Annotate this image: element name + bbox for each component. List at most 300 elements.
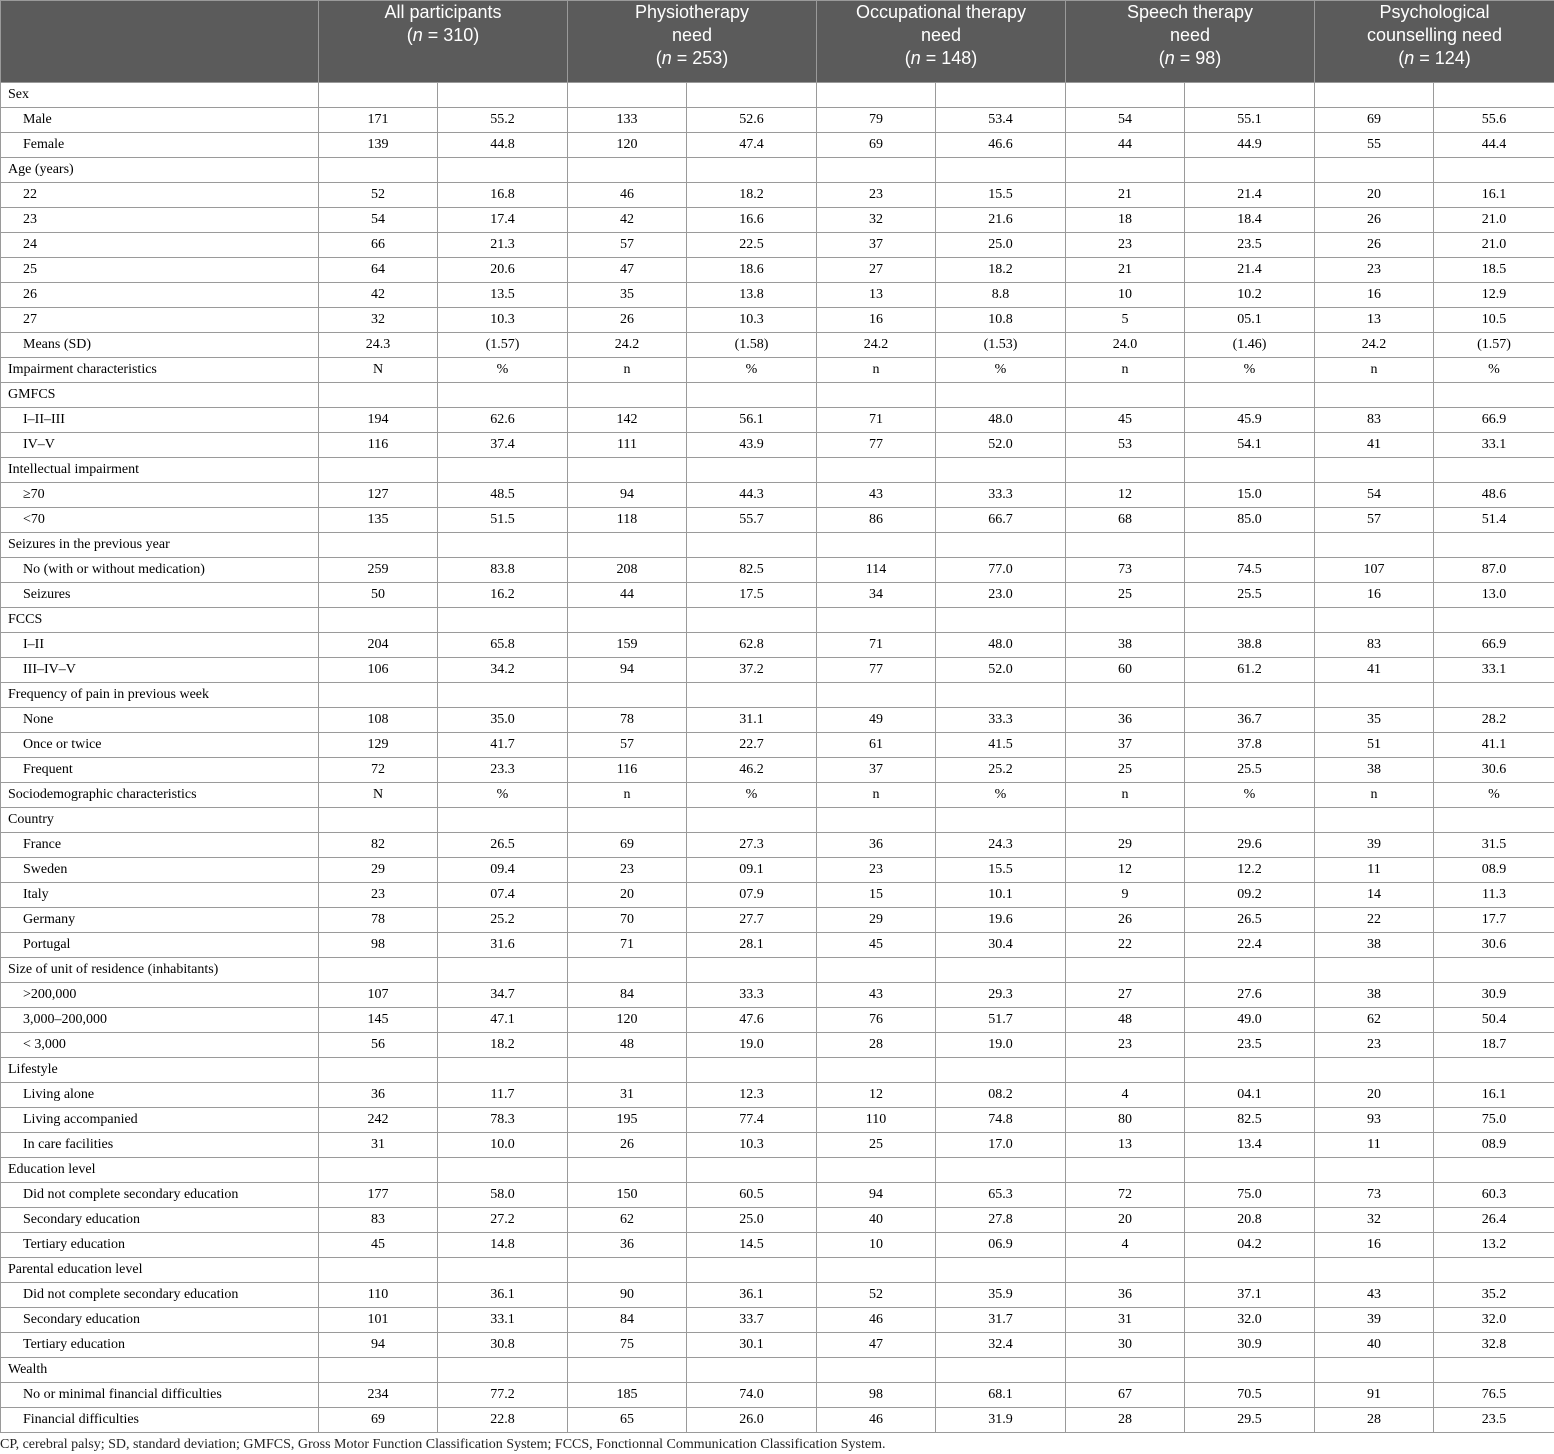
section-label: FCCS [1, 608, 319, 633]
table-cell: 66.9 [1434, 408, 1554, 433]
table-cell [1185, 1258, 1315, 1283]
header-group-n: (n = 98) [1158, 48, 1222, 68]
table-cell: 39 [1315, 1308, 1434, 1333]
table-cell: 09.2 [1185, 883, 1315, 908]
table-cell: 61.2 [1185, 658, 1315, 683]
table-cell [1315, 1158, 1434, 1183]
table-cell: 33.3 [936, 483, 1066, 508]
header-group-label: Psychological counselling need [1366, 2, 1503, 45]
table-cell [1434, 1158, 1554, 1183]
table-cell [568, 383, 687, 408]
table-cell: 13.2 [1434, 1233, 1554, 1258]
table-cell: 36 [817, 833, 936, 858]
table-cell: 05.1 [1185, 308, 1315, 333]
table-cell [1315, 533, 1434, 558]
table-cell: 19.6 [936, 908, 1066, 933]
table-cell: 66 [319, 233, 438, 258]
table-cell: 47.1 [438, 1008, 568, 1033]
table-cell: 33.3 [936, 708, 1066, 733]
header-group-n: (n = 253) [655, 48, 729, 68]
table-cell: 62 [568, 1208, 687, 1233]
table-cell: 116 [319, 433, 438, 458]
table-cell: 66.7 [936, 508, 1066, 533]
table-cell [1185, 383, 1315, 408]
table-cell: 08.9 [1434, 1133, 1554, 1158]
table-cell: 41.5 [936, 733, 1066, 758]
table-cell: 70.5 [1185, 1383, 1315, 1408]
table-cell: 41 [1315, 658, 1434, 683]
table-row [1, 833, 1554, 858]
table-cell: 34.7 [438, 983, 568, 1008]
section-row [1, 1358, 1554, 1383]
header-psychological-counselling-need [1315, 1, 1554, 83]
table-cell: 30.6 [1434, 933, 1554, 958]
row-label: 23 [1, 208, 319, 233]
table-cell [1434, 158, 1554, 183]
table-cell: 15.5 [936, 183, 1066, 208]
table-row [1, 308, 1554, 333]
table-cell: 31.6 [438, 933, 568, 958]
table-cell [1185, 1158, 1315, 1183]
table-cell [568, 158, 687, 183]
table-cell: 16.8 [438, 183, 568, 208]
table-cell [438, 158, 568, 183]
header-occupational-therapy-need [817, 1, 1066, 83]
table-cell [687, 958, 817, 983]
table-cell: 23 [1315, 1033, 1434, 1058]
row-label: Germany [1, 908, 319, 933]
table-cell: 54.1 [1185, 433, 1315, 458]
table-cell: 107 [319, 983, 438, 1008]
table-row [1, 858, 1554, 883]
table-cell: (1.58) [687, 333, 817, 358]
table-cell: 35 [1315, 708, 1434, 733]
table-cell [438, 608, 568, 633]
table-cell: 65 [568, 1408, 687, 1433]
table-cell: 194 [319, 408, 438, 433]
table-cell: 98 [817, 1383, 936, 1408]
table-cell: 64 [319, 258, 438, 283]
table-cell: 20 [568, 883, 687, 908]
table-cell: 77.4 [687, 1108, 817, 1133]
table-cell: (1.57) [438, 333, 568, 358]
table-cell: % [1434, 783, 1554, 808]
table-row [1, 183, 1554, 208]
header-group-label: Physiotherapy need [634, 2, 750, 45]
table-cell: % [1434, 358, 1554, 383]
table-cell: 21.6 [936, 208, 1066, 233]
table-cell [936, 1358, 1066, 1383]
table-cell: 71 [568, 933, 687, 958]
table-cell: 71 [817, 633, 936, 658]
table-cell: 44 [568, 583, 687, 608]
table-cell: 70 [568, 908, 687, 933]
table-cell: 47.4 [687, 133, 817, 158]
table-cell: 31.7 [936, 1308, 1066, 1333]
table-cell: 43.9 [687, 433, 817, 458]
table-cell: 20.8 [1185, 1208, 1315, 1233]
table-cell [319, 958, 438, 983]
table-cell [936, 1158, 1066, 1183]
table-cell [687, 383, 817, 408]
table-cell: 114 [817, 558, 936, 583]
table-cell: 78 [319, 908, 438, 933]
row-label: Portugal [1, 933, 319, 958]
table-row [1, 1383, 1554, 1408]
table-cell: 33.1 [1434, 658, 1554, 683]
table-row [1, 908, 1554, 933]
table-cell: 07.4 [438, 883, 568, 908]
table-cell: 17.0 [936, 1133, 1066, 1158]
row-label: Living alone [1, 1083, 319, 1108]
table-cell: 26 [1315, 233, 1434, 258]
table-cell: 36.7 [1185, 708, 1315, 733]
row-label: Secondary education [1, 1208, 319, 1233]
table-cell: 58.0 [438, 1183, 568, 1208]
table-cell: 56.1 [687, 408, 817, 433]
table-cell: 09.1 [687, 858, 817, 883]
table-cell [817, 383, 936, 408]
row-label: Frequent [1, 758, 319, 783]
table-cell: 13 [1315, 308, 1434, 333]
section-label: Frequency of pain in previous week [1, 683, 319, 708]
table-cell: 74.5 [1185, 558, 1315, 583]
table-cell: 57 [1315, 508, 1434, 533]
section-label: Size of unit of residence (inhabitants) [1, 958, 319, 983]
table-cell [1066, 383, 1185, 408]
table-cell: 45 [817, 933, 936, 958]
section-label: Wealth [1, 1358, 319, 1383]
table-cell: 32.0 [1434, 1308, 1554, 1333]
table-cell: 19.0 [936, 1033, 1066, 1058]
table-cell: 16 [817, 308, 936, 333]
table-cell: 16 [1315, 583, 1434, 608]
table-cell: 23.3 [438, 758, 568, 783]
table-cell: 23 [1315, 258, 1434, 283]
table-cell [568, 808, 687, 833]
table-cell: 35.9 [936, 1283, 1066, 1308]
table-cell: 9 [1066, 883, 1185, 908]
table-cell: 47.6 [687, 1008, 817, 1033]
header-group-n: (n = 148) [904, 48, 978, 68]
table-cell: 67 [1066, 1383, 1185, 1408]
table-cell: 108 [319, 708, 438, 733]
table-cell [1315, 1258, 1434, 1283]
table-cell: 74.8 [936, 1108, 1066, 1133]
table-cell: 142 [568, 408, 687, 433]
table-cell: 52 [817, 1283, 936, 1308]
table-cell [568, 958, 687, 983]
table-cell [936, 458, 1066, 483]
table-cell: 56 [319, 1033, 438, 1058]
table-cell [319, 683, 438, 708]
table-cell: 32 [817, 208, 936, 233]
section-label: Age (years) [1, 158, 319, 183]
row-label: <70 [1, 508, 319, 533]
table-cell: 12.3 [687, 1083, 817, 1108]
table-cell [1185, 958, 1315, 983]
table-cell: 71 [817, 408, 936, 433]
header-group-label: All participants [384, 2, 502, 22]
row-label: No or minimal financial difficulties [1, 1383, 319, 1408]
table-row [1, 408, 1554, 433]
table-cell: 24.2 [568, 333, 687, 358]
table-cell: 33.1 [1434, 433, 1554, 458]
table-cell: 40 [817, 1208, 936, 1233]
table-cell: 87.0 [1434, 558, 1554, 583]
table-cell [1066, 533, 1185, 558]
row-label: 3,000–200,000 [1, 1008, 319, 1033]
table-row [1, 1233, 1554, 1258]
table-cell: 11 [1315, 858, 1434, 883]
table-cell: N [319, 358, 438, 383]
table-cell: 18.6 [687, 258, 817, 283]
table-cell: 86 [817, 508, 936, 533]
table-cell: 75 [568, 1333, 687, 1358]
table-cell [817, 533, 936, 558]
table-row [1, 933, 1554, 958]
table-cell [319, 458, 438, 483]
table-cell: 55.6 [1434, 108, 1554, 133]
table-cell [1066, 683, 1185, 708]
table-cell: % [687, 783, 817, 808]
table-cell [936, 608, 1066, 633]
table-cell: 26 [568, 1133, 687, 1158]
table-cell [568, 1058, 687, 1083]
table-cell: 47 [817, 1333, 936, 1358]
table-cell: 22 [1315, 908, 1434, 933]
table-cell: n [568, 783, 687, 808]
table-body [1, 83, 1554, 1433]
table-cell: 29.3 [936, 983, 1066, 1008]
table-cell: 22.7 [687, 733, 817, 758]
section-row [1, 383, 1554, 408]
table-cell: 08.2 [936, 1083, 1066, 1108]
table-cell: 12 [1066, 858, 1185, 883]
table-cell: 12.2 [1185, 858, 1315, 883]
section-row [1, 158, 1554, 183]
table-cell [568, 83, 687, 108]
table-cell: n [1315, 358, 1434, 383]
table-cell: 11.3 [1434, 883, 1554, 908]
table-cell: 44.8 [438, 133, 568, 158]
table-cell: 101 [319, 1308, 438, 1333]
table-row [1, 1083, 1554, 1108]
table-cell: 107 [1315, 558, 1434, 583]
table-cell: 38 [1315, 933, 1434, 958]
table-cell: 27.7 [687, 908, 817, 933]
table-cell: 44 [1066, 133, 1185, 158]
table-cell: 18.5 [1434, 258, 1554, 283]
table-cell: 30.6 [1434, 758, 1554, 783]
table-cell: 38 [1315, 758, 1434, 783]
table-cell: % [936, 358, 1066, 383]
table-cell: 36.1 [438, 1283, 568, 1308]
table-cell: 46 [568, 183, 687, 208]
table-cell: 171 [319, 108, 438, 133]
table-row [1, 658, 1554, 683]
section-row [1, 608, 1554, 633]
table-cell [687, 1258, 817, 1283]
table-cell: 29 [817, 908, 936, 933]
table-row [1, 483, 1554, 508]
table-cell [817, 1358, 936, 1383]
section-label: Country [1, 808, 319, 833]
table-cell: 10.3 [687, 308, 817, 333]
table-cell: 25.5 [1185, 758, 1315, 783]
section-label: Parental education level [1, 1258, 319, 1283]
header-row [1, 1, 1554, 83]
table-cell: 57 [568, 233, 687, 258]
table-cell [687, 158, 817, 183]
table-cell: 120 [568, 1008, 687, 1033]
table-cell: 30.8 [438, 1333, 568, 1358]
table-cell: 20 [1315, 183, 1434, 208]
table-cell: 13.5 [438, 283, 568, 308]
table-row [1, 133, 1554, 158]
table-cell: 25.0 [936, 233, 1066, 258]
table-cell [687, 1158, 817, 1183]
table-cell: 17.7 [1434, 908, 1554, 933]
table-cell: 10.8 [936, 308, 1066, 333]
table-cell [1434, 608, 1554, 633]
table-cell [1434, 808, 1554, 833]
table-cell: 69 [817, 133, 936, 158]
table-cell: 26 [1066, 908, 1185, 933]
table-cell: 22.5 [687, 233, 817, 258]
table-cell: 91 [1315, 1383, 1434, 1408]
table-cell: 11.7 [438, 1083, 568, 1108]
row-label: 27 [1, 308, 319, 333]
table-cell [1315, 608, 1434, 633]
table-cell [438, 808, 568, 833]
table-cell: 23 [1066, 1033, 1185, 1058]
table-row [1, 258, 1554, 283]
table-cell [438, 1358, 568, 1383]
table-cell: 85.0 [1185, 508, 1315, 533]
table-cell: 42 [319, 283, 438, 308]
table-cell: 23.5 [1185, 233, 1315, 258]
table-cell: 106 [319, 658, 438, 683]
table-cell: 21.3 [438, 233, 568, 258]
table-cell: 23 [319, 883, 438, 908]
table-row [1, 283, 1554, 308]
table-row [1, 633, 1554, 658]
table-cell: 55.2 [438, 108, 568, 133]
table-cell: 51.5 [438, 508, 568, 533]
table-cell [319, 83, 438, 108]
table-cell: 31.9 [936, 1408, 1066, 1433]
table-cell [1315, 158, 1434, 183]
table-cell: 18.2 [936, 258, 1066, 283]
table-row [1, 1133, 1554, 1158]
table-cell: 37.2 [687, 658, 817, 683]
table-cell: 30.4 [936, 933, 1066, 958]
table-cell: 44.4 [1434, 133, 1554, 158]
table-cell: 48.6 [1434, 483, 1554, 508]
section-row [1, 1258, 1554, 1283]
table-cell: 21 [1066, 258, 1185, 283]
section-label: GMFCS [1, 383, 319, 408]
table-cell: 33.3 [687, 983, 817, 1008]
row-label: France [1, 833, 319, 858]
table-cell: 46.6 [936, 133, 1066, 158]
table-cell: 83 [319, 1208, 438, 1233]
table-cell: 12 [1066, 483, 1185, 508]
table-cell: 42 [568, 208, 687, 233]
table-cell: 19.0 [687, 1033, 817, 1058]
table-cell: 35.0 [438, 708, 568, 733]
section-label: Seizures in the previous year [1, 533, 319, 558]
header-all-participants [319, 1, 568, 83]
section-row [1, 358, 1554, 383]
row-label: < 3,000 [1, 1033, 319, 1058]
row-label: Did not complete secondary education [1, 1183, 319, 1208]
table-cell: 23.5 [1434, 1408, 1554, 1433]
table-cell: 16.1 [1434, 1083, 1554, 1108]
table-row [1, 733, 1554, 758]
table-cell: 55.7 [687, 508, 817, 533]
table-cell: 66.9 [1434, 633, 1554, 658]
table-row [1, 233, 1554, 258]
table-row [1, 1108, 1554, 1133]
table-cell: 25.2 [936, 758, 1066, 783]
table-cell: 195 [568, 1108, 687, 1133]
table-cell [687, 83, 817, 108]
row-label: Tertiary education [1, 1233, 319, 1258]
table-cell [936, 383, 1066, 408]
table-cell: 51.7 [936, 1008, 1066, 1033]
table-cell: 20 [1066, 1208, 1185, 1233]
table-cell: 82.5 [687, 558, 817, 583]
table-cell [568, 1158, 687, 1183]
table-cell [438, 533, 568, 558]
table-cell: 150 [568, 1183, 687, 1208]
row-label: >200,000 [1, 983, 319, 1008]
row-label: Tertiary education [1, 1333, 319, 1358]
table-cell: 36.1 [687, 1283, 817, 1308]
table-cell [817, 1058, 936, 1083]
table-cell: 22.8 [438, 1408, 568, 1433]
table-cell: 24.3 [319, 333, 438, 358]
table-cell [1315, 383, 1434, 408]
table-cell: 27.8 [936, 1208, 1066, 1233]
table-cell [1315, 1058, 1434, 1083]
table-cell: n [1066, 783, 1185, 808]
table-cell: 29 [319, 858, 438, 883]
table-cell: 29 [1066, 833, 1185, 858]
table-cell: 48.5 [438, 483, 568, 508]
table-cell: 23.0 [936, 583, 1066, 608]
table-cell [817, 808, 936, 833]
table-cell: 75.0 [1434, 1108, 1554, 1133]
table-cell [1066, 808, 1185, 833]
header-group-n: (n = 124) [1398, 48, 1471, 68]
table-cell: 17.4 [438, 208, 568, 233]
table-cell [817, 83, 936, 108]
table-cell: 48.0 [936, 633, 1066, 658]
table-row [1, 108, 1554, 133]
table-cell: 54 [319, 208, 438, 233]
table-row [1, 1408, 1554, 1433]
table-row [1, 1333, 1554, 1358]
table-cell [438, 1258, 568, 1283]
table-cell: 62.8 [687, 633, 817, 658]
row-label: 24 [1, 233, 319, 258]
table-cell [319, 1158, 438, 1183]
table-cell: 15.5 [936, 858, 1066, 883]
table-cell: 22.4 [1185, 933, 1315, 958]
